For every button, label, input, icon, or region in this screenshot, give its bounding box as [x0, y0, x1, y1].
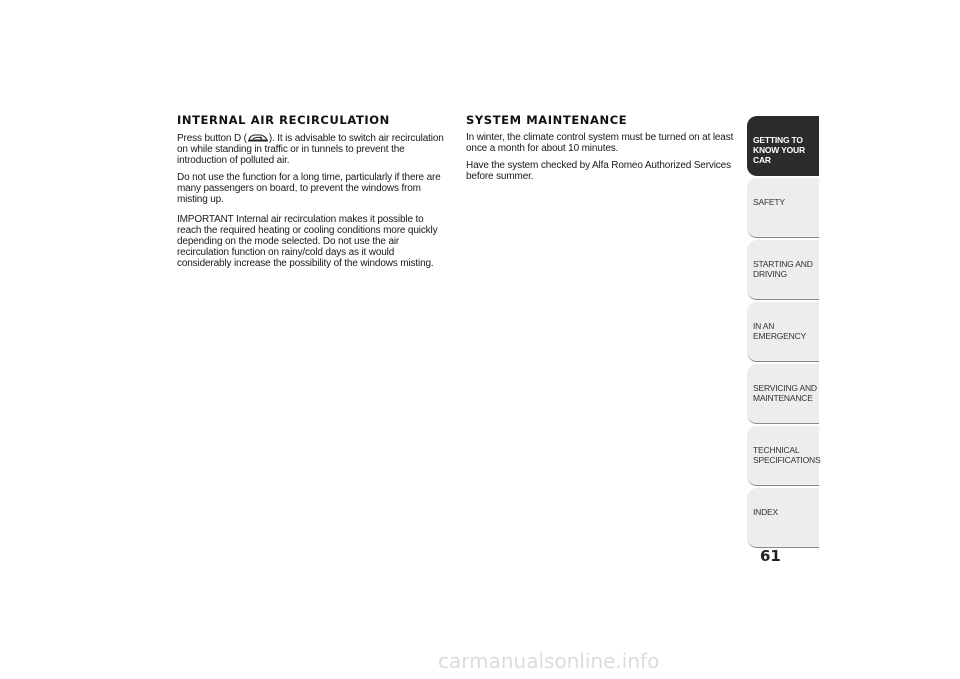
- tab-getting-to-know-your-car[interactable]: GETTING TO KNOW YOUR CAR: [747, 116, 819, 176]
- recirculation-paragraph-1: [177, 132, 449, 166]
- p1-before-icon: Press button D (: [177, 133, 247, 144]
- maintenance-paragraph-2: Have the system checked by Alfa Romeo Authorized Services before summer.: [466, 160, 731, 182]
- internal-air-recirculation-heading: INTERNAL AIR RECIRCULATION: [177, 113, 390, 127]
- recirculation-paragraph-2: Do not use the function for a long time, particularly if there are many passengers on board, to prevent the windows from misting up.: [177, 172, 441, 205]
- tab-starting-and-driving[interactable]: STARTING AND DRIVING: [747, 240, 819, 300]
- p1-after-icon: ). It is advisable to switch air recirculation on while standing in traffic or in tunnels to prevent the introduction of polluted air.: [177, 133, 444, 166]
- maintenance-paragraph-1: In winter, the climate control system must be turned on at least once a month for about 10 minutes.: [466, 132, 734, 154]
- page-number: 61: [760, 547, 781, 565]
- left-column: [177, 113, 449, 275]
- right-column: [466, 113, 734, 188]
- tab-in-an-emergency[interactable]: IN AN EMERGENCY: [747, 302, 819, 362]
- tab-safety[interactable]: SAFETY: [747, 178, 819, 238]
- car-recirculation-icon: [247, 132, 269, 143]
- chapter-tabs: [747, 116, 819, 550]
- recirculation-important-note: IMPORTANT Internal air recirculation makes it possible to reach the required heating or cooling conditions more quickly depending on the mode selected. Do not use the air recirculation function on rainy/cold days as it would considerably increase the possibility of the windows misting.: [177, 214, 438, 269]
- tab-servicing-and-maintenance[interactable]: SERVICING AND MAINTENANCE: [747, 364, 819, 424]
- system-maintenance-heading: SYSTEM MAINTENANCE: [466, 113, 628, 127]
- watermark: carmanualsonline.info: [438, 649, 660, 673]
- tab-index[interactable]: INDEX: [747, 488, 819, 548]
- tab-technical-specifications[interactable]: TECHNICAL SPECIFICATIONS: [747, 426, 819, 486]
